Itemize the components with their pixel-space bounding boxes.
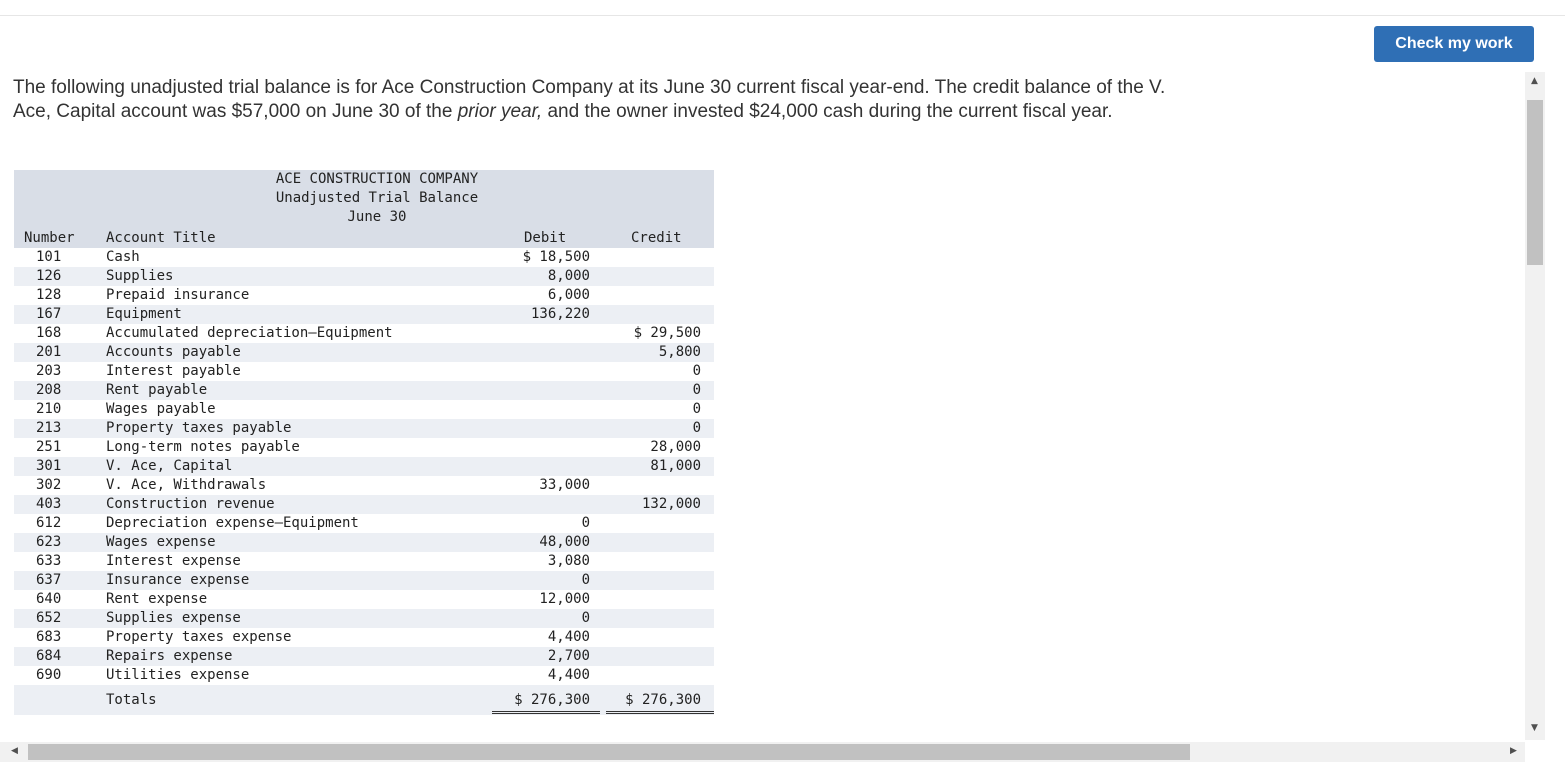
debit-double-underline: [492, 711, 600, 714]
table-row: [14, 495, 714, 514]
account-number: 301: [36, 458, 62, 474]
debit-amount: 4,400: [547, 667, 590, 683]
account-title: Property taxes payable: [106, 420, 292, 436]
account-title: Equipment: [106, 306, 182, 322]
debit-amount: $ 18,500: [522, 249, 590, 265]
totals-row: [14, 685, 714, 715]
account-title: Interest expense: [106, 553, 241, 569]
table-row: [14, 248, 714, 267]
statement-title: Unadjusted Trial Balance: [275, 190, 479, 206]
scroll-up-arrow-icon[interactable]: ▲: [1531, 76, 1538, 86]
account-number: 101: [36, 249, 62, 265]
scroll-right-arrow-icon[interactable]: ▶: [1510, 746, 1517, 756]
credit-amount: 81,000: [650, 458, 701, 474]
table-row: [14, 552, 714, 571]
account-number: 168: [36, 325, 62, 341]
account-title: Depreciation expense—Equipment: [106, 515, 359, 531]
account-number: 684: [36, 648, 62, 664]
trial-balance-rows: [14, 248, 714, 685]
table-row: [14, 628, 714, 647]
credit-amount: 0: [692, 420, 701, 436]
account-number: 640: [36, 591, 62, 607]
debit-amount: 6,000: [547, 287, 590, 303]
debit-amount: 4,400: [547, 629, 590, 645]
statement-date: June 30: [347, 209, 407, 225]
account-title: V. Ace, Withdrawals: [106, 477, 267, 493]
account-title: V. Ace, Capital: [106, 458, 233, 474]
account-number: 302: [36, 477, 62, 493]
trial-balance-header: [14, 170, 714, 229]
table-row: [14, 343, 714, 362]
table-row: [14, 590, 714, 609]
account-number: 633: [36, 553, 62, 569]
account-title: Utilities expense: [106, 667, 250, 683]
table-row: [14, 666, 714, 685]
account-number: 251: [36, 439, 62, 455]
account-number: 637: [36, 572, 62, 588]
account-number: 167: [36, 306, 62, 322]
table-row: [14, 647, 714, 666]
debit-amount: 2,700: [547, 648, 590, 664]
debit-amount: 48,000: [539, 534, 590, 550]
check-my-work-button[interactable]: Check my work: [1374, 26, 1534, 62]
account-title: Construction revenue: [106, 496, 275, 512]
table-row: [14, 514, 714, 533]
company-name: ACE CONSTRUCTION COMPANY: [275, 171, 479, 187]
table-row: [14, 419, 714, 438]
account-number: 403: [36, 496, 62, 512]
credit-amount: 132,000: [641, 496, 701, 512]
account-number: 213: [36, 420, 62, 436]
account-number: 652: [36, 610, 62, 626]
top-divider: [0, 15, 1565, 16]
account-title: Wages expense: [106, 534, 216, 550]
account-number: 208: [36, 382, 62, 398]
total-debit: $ 276,300: [514, 692, 590, 708]
account-title: Rent payable: [106, 382, 208, 398]
table-row: [14, 533, 714, 552]
table-row: [14, 286, 714, 305]
account-number: 126: [36, 268, 62, 284]
debit-amount: 8,000: [547, 268, 590, 284]
table-row: [14, 362, 714, 381]
account-title: Supplies expense: [106, 610, 241, 626]
table-row: [14, 438, 714, 457]
credit-amount: 0: [692, 363, 701, 379]
scroll-down-arrow-icon[interactable]: ▼: [1531, 723, 1538, 733]
account-title: Cash: [106, 249, 140, 265]
account-title: Property taxes expense: [106, 629, 292, 645]
horizontal-scroll-thumb[interactable]: [28, 744, 1190, 760]
account-number: 201: [36, 344, 62, 360]
vertical-scroll-thumb[interactable]: [1527, 100, 1543, 265]
table-row: [14, 400, 714, 419]
debit-amount: 0: [581, 572, 590, 588]
account-title: Accumulated depreciation—Equipment: [106, 325, 393, 341]
table-row: [14, 305, 714, 324]
account-title: Long-term notes payable: [106, 439, 300, 455]
column-header-row: [14, 229, 714, 248]
table-row: [14, 609, 714, 628]
account-number: 683: [36, 629, 62, 645]
account-title: Prepaid insurance: [106, 287, 250, 303]
table-row: [14, 267, 714, 286]
account-number: 210: [36, 401, 62, 417]
debit-amount: 136,220: [530, 306, 590, 322]
account-number: 203: [36, 363, 62, 379]
col-credit-header: Credit: [631, 230, 682, 246]
intro-text-2: and the owner invested $24,000 cash during the current fiscal year.: [542, 100, 1113, 122]
intro-emphasis: prior year,: [457, 100, 543, 122]
account-number: 690: [36, 667, 62, 683]
debit-amount: 3,080: [547, 553, 590, 569]
account-title: Insurance expense: [106, 572, 250, 588]
table-row: [14, 324, 714, 343]
table-row: [14, 457, 714, 476]
debit-amount: 0: [581, 610, 590, 626]
totals-label: Totals: [106, 692, 157, 708]
credit-amount: 28,000: [650, 439, 701, 455]
total-credit: $ 276,300: [625, 692, 701, 708]
credit-amount: 5,800: [658, 344, 701, 360]
account-number: 612: [36, 515, 62, 531]
account-title: Interest payable: [106, 363, 241, 379]
account-title: Rent expense: [106, 591, 208, 607]
debit-amount: 33,000: [539, 477, 590, 493]
intro-text-1: The following unadjusted trial balance is for Ace Construction Company at its June 30 current fiscal year-end. The credit balance of the V. Ace, Capital account was $57,000 on June 30 of the: [13, 77, 1166, 122]
col-debit-header: Debit: [524, 230, 567, 246]
credit-amount: $ 29,500: [633, 325, 701, 341]
credit-amount: 0: [692, 401, 701, 417]
account-number: 623: [36, 534, 62, 550]
col-account-header: Account Title: [106, 230, 216, 246]
credit-double-underline: [606, 711, 714, 714]
col-number-header: Number: [24, 230, 75, 246]
debit-amount: 0: [581, 515, 590, 531]
account-title: Wages payable: [106, 401, 216, 417]
problem-intro: [13, 76, 1178, 123]
trial-balance-table: [14, 170, 714, 715]
account-title: Accounts payable: [106, 344, 241, 360]
account-number: 128: [36, 287, 62, 303]
scroll-left-arrow-icon[interactable]: ◀: [11, 746, 18, 756]
table-row: [14, 476, 714, 495]
account-title: Supplies: [106, 268, 174, 284]
debit-amount: 12,000: [539, 591, 590, 607]
account-title: Repairs expense: [106, 648, 233, 664]
table-row: [14, 571, 714, 590]
credit-amount: 0: [692, 382, 701, 398]
table-row: [14, 381, 714, 400]
